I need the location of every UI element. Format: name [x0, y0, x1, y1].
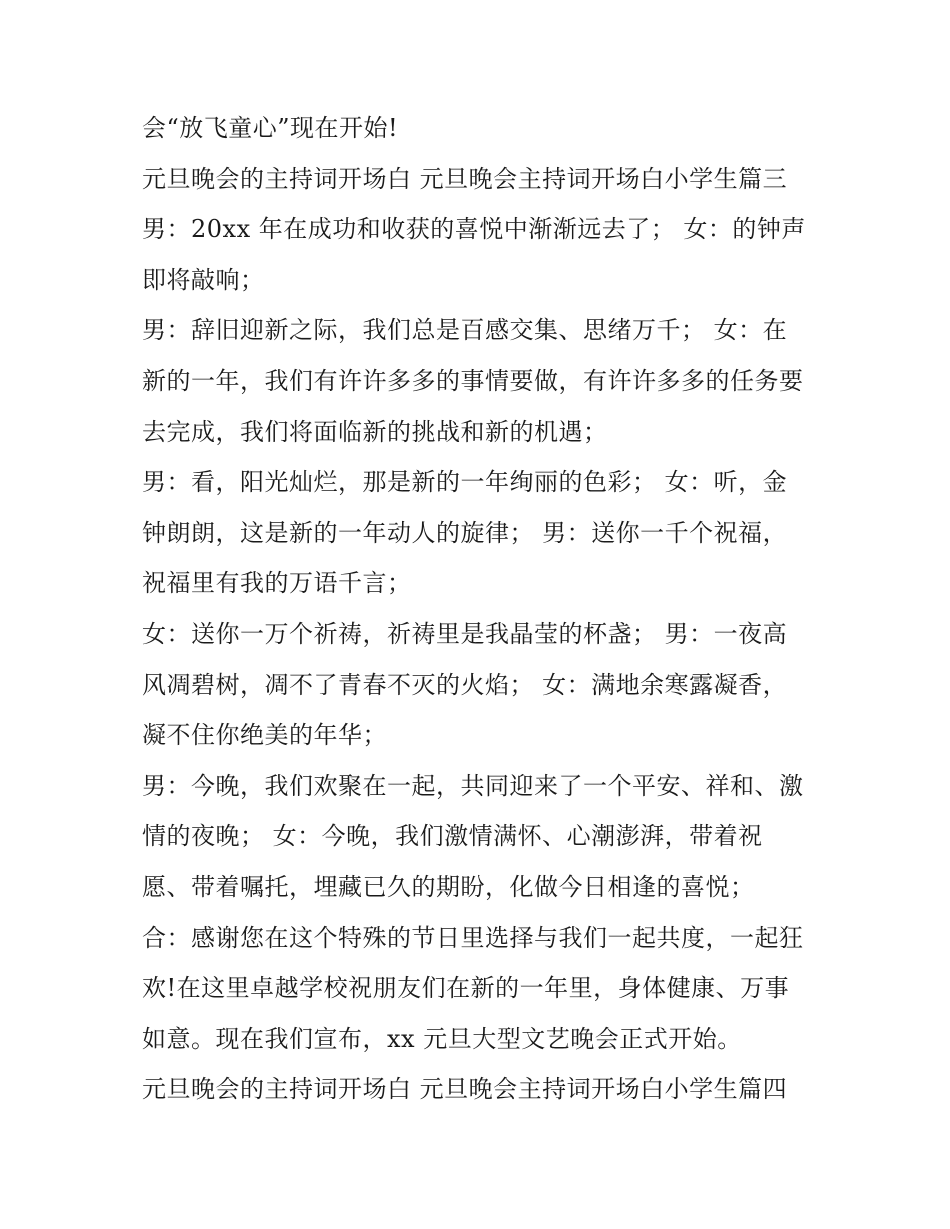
document-body [142, 103, 822, 1115]
text-line: 男：看，阳光灿烂，那是新的一年绚丽的色彩； 女：听，金 [142, 468, 788, 497]
text-line: 男：今晚，我们欢聚在一起，共同迎来了一个平安、祥和、激 [142, 771, 804, 800]
text-line: 男：辞旧迎新之际，我们总是百感交集、思绪万千； 女：在 [142, 316, 788, 345]
section-heading: 元旦晚会的主持词开场白 元旦晚会主持词开场白小学生篇四 [142, 1075, 788, 1104]
text-line: 如意。现在我们宣布，xx 元旦大型文艺晚会正式开始。 [142, 1024, 742, 1053]
text-line: 合：感谢您在这个特殊的节日里选择与我们一起共度，一起狂 [142, 923, 804, 952]
text-line: 风凋碧树，凋不了青春不灭的火焰； 女：满地余寒露凝香， [142, 670, 788, 699]
text-line: 凝不住你绝美的年华； [142, 721, 387, 750]
text-line: 愿、带着嘱托，埋藏已久的期盼，化做今日相逢的喜悦； [142, 872, 755, 901]
text-line: 即将敲响； [142, 265, 265, 294]
text-line: 女：送你一万个祈祷，祈祷里是我晶莹的杯盏； 男：一夜高 [142, 619, 788, 648]
section-heading: 元旦晚会的主持词开场白 元旦晚会主持词开场白小学生篇三 [142, 164, 788, 193]
text-line: 去完成，我们将面临新的挑战和新的机遇； [142, 417, 608, 446]
text-line: 欢!在这里卓越学校祝朋友们在新的一年里，身体健康、万事 [142, 974, 790, 1003]
text-line: 情的夜晚； 女：今晚，我们激情满怀、心潮澎湃，带着祝 [142, 822, 763, 851]
text-line: 新的一年，我们有许许多多的事情要做，有许许多多的任务要 [142, 366, 804, 395]
text-line: 钟朗朗，这是新的一年动人的旋律； 男：送你一千个祝福， [142, 518, 788, 547]
text-line: 会“放飞童心”现在开始! [142, 114, 399, 142]
text-line: 男：20xx 年在成功和收获的喜悦中渐渐远去了； 女：的钟声 [142, 215, 806, 244]
text-line: 祝福里有我的万语千言； [142, 569, 412, 598]
